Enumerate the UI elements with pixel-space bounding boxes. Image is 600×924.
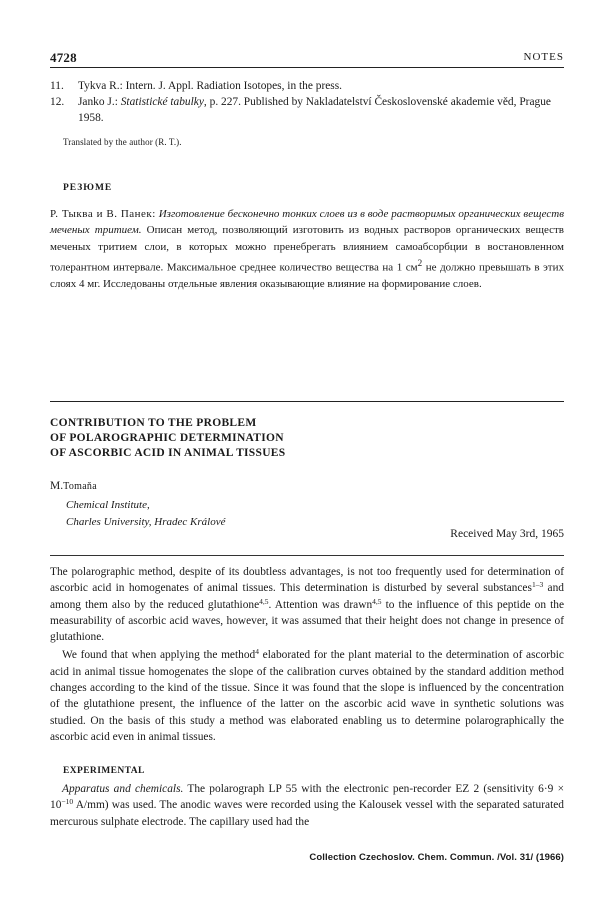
article-author bbox=[50, 480, 97, 492]
citation-superscript: 1–3 bbox=[531, 580, 544, 590]
running-head: NOTES bbox=[523, 51, 564, 63]
affiliation-line: Chemical Institute, bbox=[66, 499, 150, 511]
superscript: 2 bbox=[417, 257, 423, 268]
reference-number: 11. bbox=[50, 80, 64, 92]
experimental-text bbox=[50, 781, 564, 830]
resume-text bbox=[50, 206, 564, 292]
page-header bbox=[50, 50, 564, 68]
text-run: The polarographic method, despite of its doubtless advantages, is not too frequently used for determination of ascorbic acid in homogenates of animal tissues. This determination is disturbed by several substances bbox=[50, 566, 564, 595]
paragraph-lead: Apparatus and chemicals. bbox=[62, 783, 184, 795]
reference-text: , p. 227. Published by Nakladatelství Československé akademie věd, Prague 1958. bbox=[78, 96, 551, 124]
text-run: The polarograph LP 55 with the electronic pen-recorder EZ 2 (sensitivity 6·9 × 10 bbox=[50, 783, 565, 812]
reference-item bbox=[50, 94, 564, 126]
reference-author: Tykva R.: bbox=[78, 80, 126, 92]
author-surname: Tomaňa bbox=[63, 481, 97, 492]
text-run: and among them also by the reduced glutathione bbox=[50, 582, 564, 611]
text-run: We found that when applying the method bbox=[62, 649, 256, 662]
author-initial: M. bbox=[50, 480, 64, 492]
citation-superscript: 4,5 bbox=[259, 596, 269, 606]
superscript: −10 bbox=[61, 797, 74, 807]
translated-note: Translated by the author (R. T.). bbox=[63, 137, 182, 147]
experimental-heading: EXPERIMENTAL bbox=[63, 766, 145, 776]
resume-text-part: не должно превышать в этих слоях 4 мг. Исследованы отдельные явления оказывающие влияние на формирование слоев. bbox=[50, 261, 564, 290]
article-body bbox=[50, 564, 564, 745]
article-title-line: CONTRIBUTION TO THE PROBLEM bbox=[50, 417, 257, 429]
journal-footer: Collection Czechoslov. Chem. Commun. /Vol. 31/ (1966) bbox=[309, 852, 564, 863]
received-date: Received May 3rd, 1965 bbox=[450, 528, 564, 540]
text-run: to the influence of this peptide on the measurability of ascorbic acid waves, however, it was assumed that their height does not change in presence of glutathione. bbox=[50, 598, 565, 644]
page-number: 4728 bbox=[50, 50, 77, 65]
reference-text: Intern. J. Appl. Radiation Isotopes, in the press. bbox=[125, 80, 343, 92]
section-rule bbox=[50, 401, 564, 402]
paragraph bbox=[50, 781, 564, 830]
resume-heading: РЕЗЮМЕ bbox=[63, 183, 113, 193]
reference-author: Janko J.: bbox=[78, 96, 121, 108]
paragraph bbox=[50, 564, 564, 645]
reference-item bbox=[50, 78, 564, 94]
author-affiliation bbox=[66, 497, 225, 530]
resume-authors: Р. Тыква и В. Панек: bbox=[50, 208, 156, 220]
reference-number: 12. bbox=[50, 96, 65, 108]
paragraph bbox=[50, 647, 564, 745]
reference-title: Statistické tabulky bbox=[120, 96, 204, 108]
abstract-rule bbox=[50, 555, 564, 556]
affiliation-line: Charles University, Hradec Králové bbox=[66, 515, 226, 528]
resume-text-part: Описан метод, позволяющий изготовить из водных растворов органических веществ меченых тритием слои, в которых можно пренебрегать влиянием самоабсорбции в востановленном толерантном интервале. Максимальное среднее количество вещества на 1 см bbox=[50, 224, 564, 274]
article-title-line: OF POLAROGRAPHIC DETERMINATION bbox=[50, 432, 284, 444]
header-rule bbox=[50, 67, 564, 68]
text-run: elaborated for the plant material to the determination of ascorbic acid in animal tissue homogenates the slope of the calibration curves obtained by the standard addition method changes according to the kind of the tissue. Since it was found that the slope is influenced by the concentration of the glutathione present, the influence of the latter on the ascorbic acid wave in synthetic solutions was studied. On the basis of this study a method was elaborated enabling us to determine polarographically the ascorbic acid even in animal tissues. bbox=[50, 649, 564, 743]
reference-list bbox=[50, 78, 564, 126]
citation-superscript: 4,5 bbox=[372, 596, 382, 606]
article-title-line: OF ASCORBIC ACID IN ANIMAL TISSUES bbox=[50, 447, 286, 459]
resume-title: Изготовление бесконечно тонких слоев из в воде растворимых органических веществ меченых тритием. bbox=[50, 208, 565, 237]
article-title bbox=[50, 416, 450, 461]
citation-superscript: 4 bbox=[255, 647, 259, 657]
text-run: A/mm) was used. The anodic waves were recorded using the Kalousek vessel with the separated saturated mercurous sulphate electrode. The capillary used had the bbox=[50, 799, 564, 828]
text-run: . Attention was drawn bbox=[268, 598, 373, 611]
